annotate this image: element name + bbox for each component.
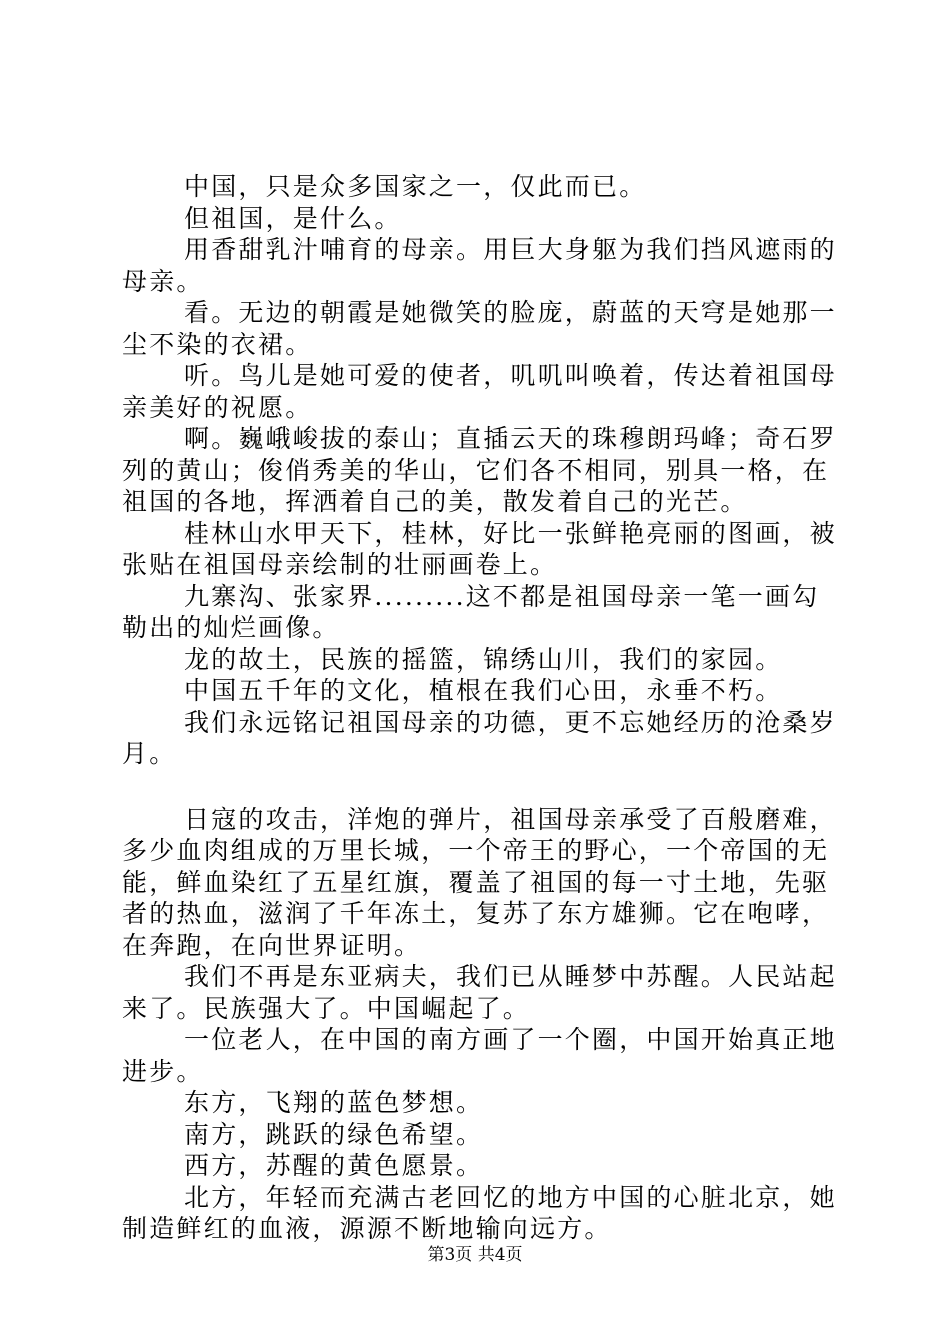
paragraph: 九寨沟、张家界.........这不都是祖国母亲一笔一画勾勒出的灿烂画像。 [122,581,820,642]
paragraph: 中国，只是众多国家之一，仅此而已。 [184,172,647,201]
paragraph: 看。无边的朝霞是她微笑的脸庞，蔚蓝的天穹是她那一尘不染的衣裙。 [122,298,837,359]
paragraph: 啊。巍峨峻拔的泰山；直插云天的珠穆朗玛峰；奇石罗列的黄山；俊俏秀美的华山，它们各不相同，别具一格，在祖国的各地，挥洒着自己的美，散发着自己的光芒。 [122,424,837,516]
paragraph: 中国五千年的文化，植根在我们心田，永垂不朽。 [184,676,783,705]
paragraph: 西方，苏醒的黄色愿景。 [184,1151,484,1180]
paragraph: 用香甜乳汁哺育的母亲。用巨大身躯为我们挡风遮雨的母亲。 [122,235,837,296]
paragraph: 我们不再是东亚病夫，我们已从睡梦中苏醒。人民站起来了。民族强大了。中国崛起了。 [122,962,837,1023]
paragraph: 龙的故土，民族的摇篮，锦绣山川，我们的家园。 [184,644,783,674]
paragraph: 北方，年轻而充满古老回忆的地方中国的心脏北京，她制造鲜红的血液，源源不断地输向远方。 [122,1182,837,1243]
paragraph: 桂林山水甲天下，桂林，好比一张鲜艳亮丽的图画，被张贴在祖国母亲绘制的壮丽画卷上。 [122,518,837,579]
paragraph: 一位老人，在中国的南方画了一个圈，中国开始真正地进步。 [122,1025,837,1086]
paragraph: 听。鸟儿是她可爱的使者，叽叽叫唤着，传达着祖国母亲美好的祝愿。 [122,361,837,422]
paragraph: 但祖国，是什么。 [184,203,402,233]
document-body [122,171,842,1245]
paragraph: 我们永远铭记祖国母亲的功德，更不忘她经历的沧桑岁月。 [122,707,837,768]
page-footer [0,1244,950,1266]
page-number-label: 第3页 共4页 [427,1245,523,1265]
paragraph: 日寇的攻击，洋炮的弹片，祖国母亲承受了百般磨难，多少血肉组成的万里长城，一个帝王的野心，一个帝国的无能，鲜血染红了五星红旗，覆盖了祖国的每一寸土地，先驱者的热血，滋润了千年冻土，复苏了东方雄狮。它在咆哮，在奔跑，在向世界证明。 [122,804,837,960]
paragraph: 东方，飞翔的蓝色梦想。 [184,1088,484,1117]
paragraph-gap [122,770,842,804]
paragraph: 南方，跳跃的绿色希望。 [184,1119,484,1149]
